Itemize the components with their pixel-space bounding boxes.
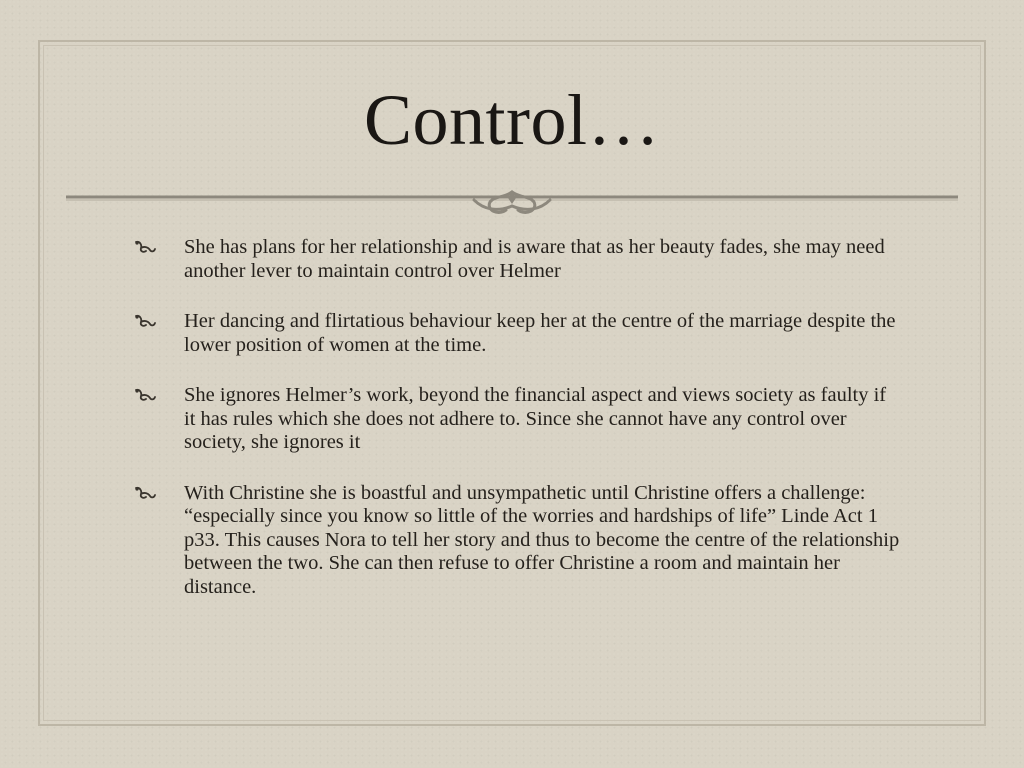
ornamental-divider-icon: [66, 186, 958, 222]
bullet-item: [130, 384, 900, 455]
bullet-text: With Christine she is boastful and unsympathetic until Christine offers a challenge: “especially since you know so little of the worries and hardships of life” Linde Act 1 p33. This causes Nora to tell her story and thus to become the centre of the relationship between the two. She can then refuse to offer Christine a room and maintain her distance.: [184, 481, 900, 598]
bullet-item: [130, 236, 900, 283]
fleuron-icon: [134, 313, 156, 329]
fleuron-icon: [134, 387, 156, 403]
bullet-text: She ignores Helmer’s work, beyond the financial aspect and views society as faulty if it has rules which she does not adhere to. Since she cannot have any control over society, she ignores it: [184, 384, 887, 453]
bullet-text: Her dancing and flirtatious behaviour keep her at the centre of the marriage despite the lower position of women at the time.: [184, 310, 896, 356]
slide-title: Control…: [363, 80, 660, 160]
bullet-text: She has plans for her relationship and is aware that as her beauty fades, she may need another lever to maintain control over Helmer: [184, 236, 885, 282]
bullet-item: [130, 310, 900, 357]
fleuron-icon: [134, 239, 156, 255]
fleuron-icon: [134, 485, 156, 501]
bullet-item: [130, 482, 900, 600]
bullet-list: [130, 236, 900, 626]
